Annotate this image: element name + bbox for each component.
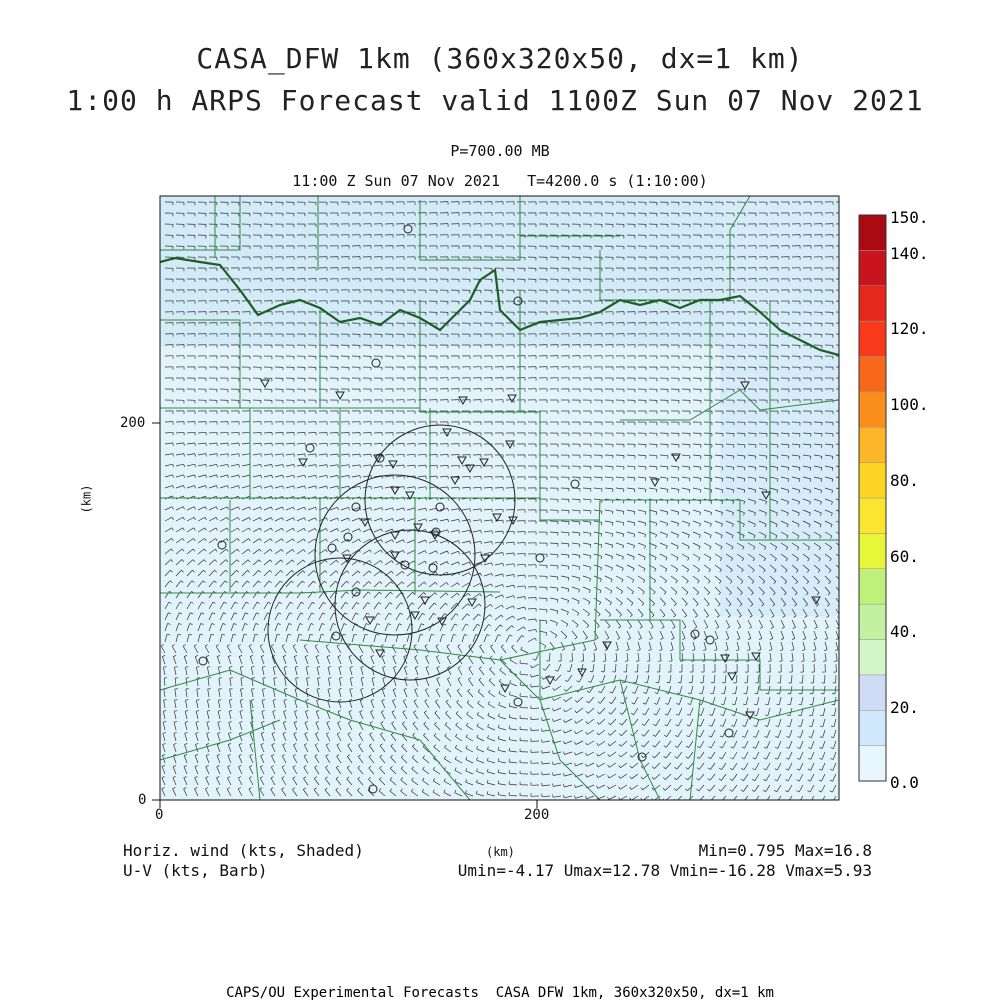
wind-barb-flag — [371, 476, 372, 479]
wind-barb-flag — [842, 513, 843, 516]
wind-barb — [594, 466, 602, 467]
wind-barb-flag — [689, 478, 690, 481]
wind-field-shading-east — [720, 196, 839, 616]
wind-barb-flag — [470, 520, 471, 523]
wind-barb — [649, 444, 657, 445]
wind-barb — [319, 433, 327, 434]
wind-barb-flag — [612, 511, 613, 514]
wind-barb-flag — [239, 454, 240, 457]
wind-barb-flag — [338, 465, 339, 468]
wind-barb-flag — [316, 465, 317, 468]
wind-barb — [583, 477, 591, 478]
wind-barb-flag — [590, 533, 591, 536]
wind-barb-flag — [843, 502, 844, 505]
wind-barb-flag — [415, 487, 416, 490]
wind-barb-flag — [601, 534, 602, 537]
wind-barb-flag — [217, 454, 218, 457]
wind-barb — [418, 444, 426, 445]
wind-barb — [539, 598, 547, 599]
wind-barb-flag — [832, 456, 833, 459]
wind-barb-flag — [261, 454, 262, 457]
wind-barb-flag — [294, 465, 295, 468]
title-line-2: 1:00 h ARPS Forecast valid 1100Z Sun 07 Nov 2021 — [0, 84, 990, 117]
wind-barb-flag — [722, 467, 723, 470]
wind-barb — [660, 444, 668, 445]
wind-barb-flag — [645, 489, 646, 492]
wind-barb-flag — [601, 522, 602, 525]
wind-barb — [352, 433, 360, 434]
wind-barb — [550, 532, 558, 533]
wind-barb-flag — [842, 525, 843, 528]
wind-barb-flag — [503, 542, 504, 545]
wind-barb — [517, 543, 525, 544]
wind-barb-flag — [195, 454, 196, 457]
wind-barb — [528, 598, 536, 599]
wind-barb — [484, 477, 492, 478]
wind-barb — [737, 433, 745, 434]
wind-barb-flag — [404, 487, 405, 490]
wind-barb-flag — [557, 600, 558, 603]
wind-barb — [638, 444, 646, 445]
wind-barb-flag — [327, 465, 328, 468]
wind-barb-flag — [294, 454, 295, 457]
wind-barb — [407, 444, 415, 445]
wind-barb-flag — [525, 586, 526, 589]
wind-barb-flag — [841, 536, 843, 539]
wind-barb — [561, 510, 569, 511]
wind-barb-flag — [579, 544, 580, 547]
wind-barb-flag — [514, 564, 515, 567]
wind-barb-flag — [656, 489, 657, 492]
wind-barb-flag — [360, 476, 361, 479]
wind-barb-flag — [733, 479, 734, 482]
wind-barb-flag — [678, 478, 679, 481]
wind-barb-flag — [843, 479, 844, 482]
wind-barb — [506, 510, 514, 511]
wind-barb-flag — [283, 454, 284, 457]
wind-barb-flag — [700, 478, 701, 481]
wind-barb — [341, 433, 349, 434]
wind-barb-flag — [840, 570, 842, 572]
wind-barb-flag — [426, 487, 427, 490]
wind-barb-flag — [206, 454, 207, 457]
wind-barb-flag — [744, 467, 745, 470]
wind-barb — [616, 455, 624, 456]
wind-barb — [495, 488, 503, 489]
wind-barb-flag — [843, 490, 844, 493]
wind-barb-flag — [184, 454, 185, 457]
wind-barb — [363, 433, 371, 434]
wind-barb-flag — [568, 566, 569, 569]
wind-barb-flag — [404, 476, 405, 479]
wind-barb — [748, 433, 756, 434]
wind-barb — [726, 433, 734, 434]
wind-barb-flag — [283, 465, 284, 468]
wind-barb — [550, 543, 558, 544]
wind-barb-flag — [481, 520, 482, 523]
wind-barb — [517, 532, 525, 533]
wind-barb — [704, 433, 712, 434]
wind-barb-flag — [733, 467, 734, 470]
wind-barb-flag — [843, 456, 844, 459]
wind-barb-flag — [492, 531, 493, 534]
wind-barb-flag — [228, 454, 229, 457]
wind-barb-flag — [821, 456, 822, 459]
wind-barb-flag — [371, 465, 372, 468]
wind-barb-flag — [841, 548, 843, 550]
wind-barb-flag — [393, 476, 394, 479]
wind-barb — [330, 433, 338, 434]
wind-barb — [451, 455, 459, 456]
wind-barb-flag — [173, 454, 174, 457]
wind-barb-flag — [810, 468, 811, 471]
wind-barb-flag — [272, 454, 273, 457]
wind-barb-flag — [755, 467, 756, 470]
valid-time: 11:00 Z Sun 07 Nov 2021 T=4200.0 s (1:10:00) — [0, 172, 1000, 190]
wind-barb-flag — [634, 500, 635, 503]
pressure-level: P=700.00 MB — [0, 142, 1000, 160]
wind-barb-flag — [503, 553, 504, 556]
wind-barb-flag — [305, 465, 306, 468]
wind-barb-flag — [459, 509, 460, 512]
wind-barb-flag — [360, 465, 361, 468]
wind-barb-flag — [843, 468, 844, 471]
wind-barb-flag — [841, 559, 843, 561]
wind-barb-flag — [810, 456, 811, 459]
wind-barb — [715, 433, 723, 434]
wind-barb-flag — [590, 545, 591, 548]
wind-barb-flag — [470, 509, 471, 512]
title-line-1: CASA_DFW 1km (360x320x50, dx=1 km) — [0, 42, 1000, 75]
wind-barb-flag — [349, 465, 350, 468]
wind-barb-flag — [839, 582, 841, 584]
